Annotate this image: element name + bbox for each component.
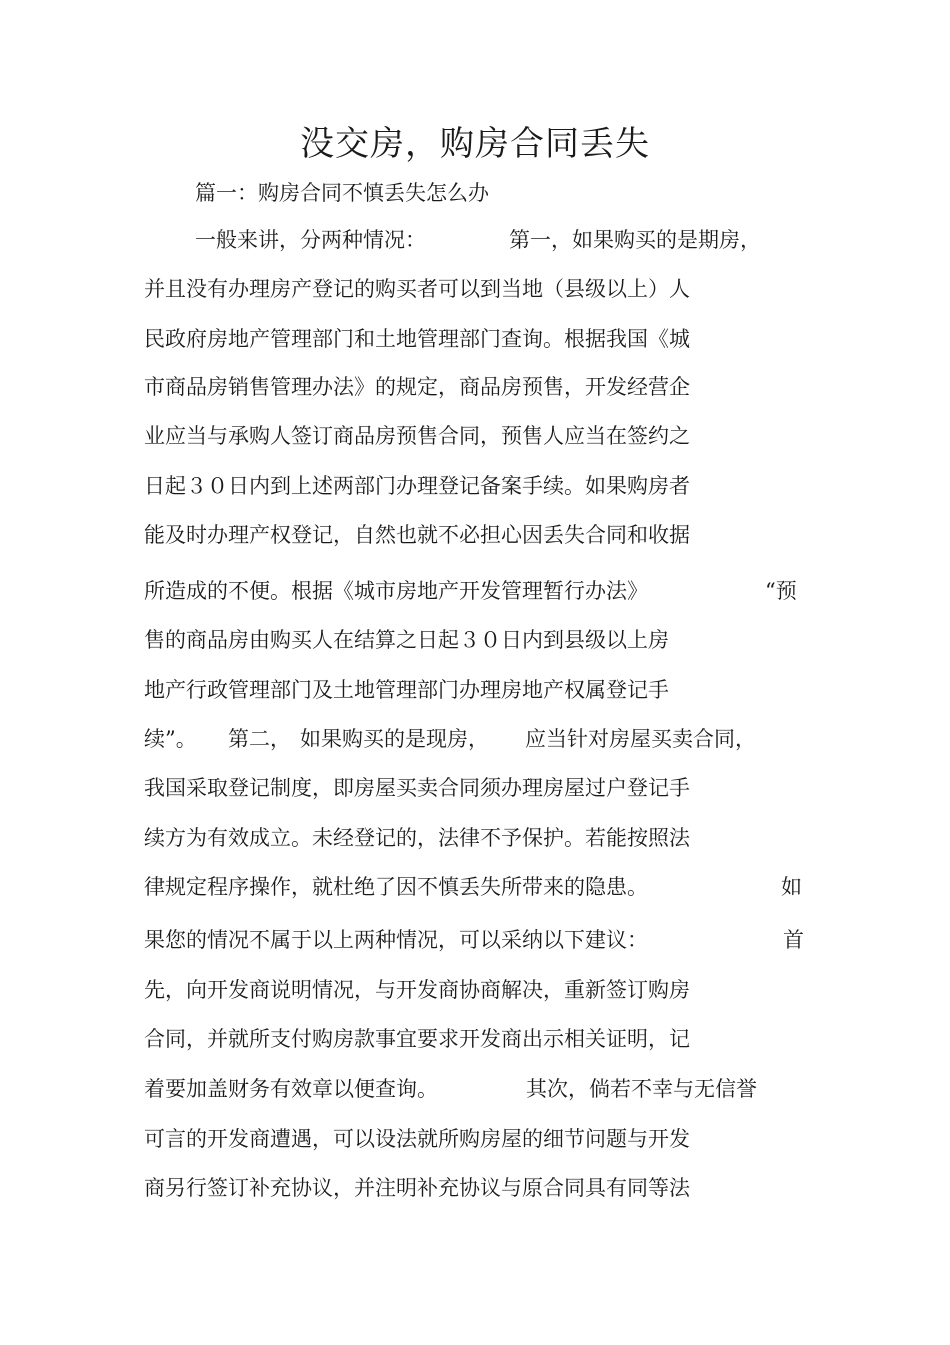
text-segment: 地产行政管理部门及土地管理部门办理房地产权属登记手 [144,678,669,702]
text-segment: 合同，并就所支付购房款事宜要求开发商出示相关证明，记 [144,1027,690,1051]
text-line [144,223,824,257]
text-segment: 日起３０日内到上述两部门办理登记备案手续。如果购房者 [144,474,690,498]
text-segment: 首 [783,928,804,952]
text-line [144,574,824,608]
text-segment: 我国采取登记制度，即房屋买卖合同须办理房屋过户登记手 [144,776,690,800]
text-line [144,973,824,1007]
text-segment: 业应当与承购人签订商品房预售合同，预售人应当在签约之 [144,424,690,448]
text-segment: 果您的情况不属于以上两种情况，可以采纳以下建议： [144,928,648,952]
text-line [144,923,824,957]
text-segment: 第二， [228,727,291,751]
text-segment: 其次，倘若不幸与无信誉 [526,1077,757,1101]
text-line [144,370,824,404]
section-heading: 篇一：购房合同不慎丢失怎么办 [195,181,489,205]
text-segment: 市商品房销售管理办法》的规定，商品房预售，开发经营企 [144,375,690,399]
text-line [144,821,824,855]
text-line [144,1171,824,1205]
text-segment: 应当针对房屋买卖合同， [525,727,756,751]
text-segment: 民政府房地产管理部门和土地管理部门查询。根据我国《城 [144,327,690,351]
text-line [144,623,824,657]
text-segment: 所造成的不便。根据《城市房地产开发管理暂行办法》 [144,579,648,603]
text-segment: 律规定程序操作，就杜绝了因不慎丢失所带来的隐患。 [144,875,648,899]
text-line [144,518,824,552]
text-segment: “预 [765,579,797,603]
text-segment: 如果购买的是现房， [300,727,489,751]
text-segment: 一般来讲，分两种情况： [195,228,426,252]
text-line [144,673,824,707]
text-segment: 能及时办理产权登记，自然也就不必担心因丢失合同和收据 [144,523,690,547]
text-segment: 售的商品房由购买人在结算之日起３０日内到县级以上房 [144,628,669,652]
text-segment: 续方为有效成立。未经登记的，法律不予保护。若能按照法 [144,826,690,850]
text-line [144,1022,824,1056]
text-line [144,419,824,453]
text-segment: 并且没有办理房产登记的购买者可以到当地（县级以上）人 [144,277,690,301]
text-line [144,1122,824,1156]
text-segment: 续”。 [144,727,197,751]
text-line [144,870,824,904]
text-segment: 第一，如果购买的是期房， [509,228,761,252]
text-segment: 先，向开发商说明情况，与开发商协商解决，重新签订购房 [144,978,690,1002]
text-segment: 如 [781,875,802,899]
text-segment: 可言的开发商遭遇，可以设法就所购房屋的细节问题与开发 [144,1127,690,1151]
text-line [144,322,824,356]
text-line [144,771,824,805]
document-title: 没交房，购房合同丢失 [300,124,650,164]
text-line [144,272,824,306]
text-line [144,1072,824,1106]
text-line [144,469,824,503]
text-segment: 商另行签订补充协议，并注明补充协议与原合同具有同等法 [144,1176,690,1200]
text-segment: 着要加盖财务有效章以便查询。 [144,1077,438,1101]
text-line [144,722,824,756]
